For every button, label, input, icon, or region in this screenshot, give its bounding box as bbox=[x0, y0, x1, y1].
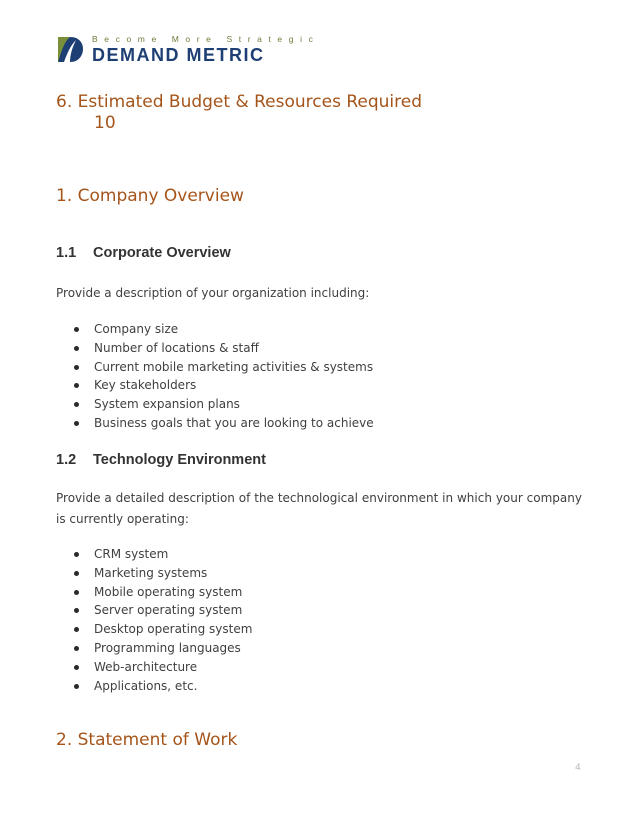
logo-brand-name: DEMAND METRIC bbox=[92, 45, 265, 65]
list-item: Server operating system bbox=[56, 601, 252, 620]
subheading-technology-environment bbox=[56, 452, 266, 468]
list-item: Desktop operating system bbox=[56, 620, 252, 639]
subheading-title: Technology Environment bbox=[93, 452, 266, 468]
list-item: Business goals that you are looking to achieve bbox=[56, 414, 374, 433]
toc-page-number: 10 bbox=[94, 113, 116, 133]
list-item: Company size bbox=[56, 320, 374, 339]
bullet-icon bbox=[74, 646, 79, 651]
list-item: Key stakeholders bbox=[56, 376, 374, 395]
page-number: 4 bbox=[575, 763, 581, 773]
list-item: System expansion plans bbox=[56, 395, 374, 414]
subheading-corporate-overview bbox=[56, 245, 231, 261]
bullet-icon bbox=[74, 571, 79, 576]
subheading-number: 1.2 bbox=[56, 452, 77, 468]
bullet-icon bbox=[74, 627, 79, 632]
list-item: Mobile operating system bbox=[56, 583, 252, 602]
technology-environment-list bbox=[56, 545, 252, 695]
bullet-icon bbox=[74, 684, 79, 689]
list-item: Programming languages bbox=[56, 639, 252, 658]
logo-tagline: Become More Strategic bbox=[92, 34, 320, 44]
bullet-icon bbox=[74, 552, 79, 557]
bullet-icon bbox=[74, 327, 79, 332]
subheading-title: Corporate Overview bbox=[93, 245, 231, 261]
bullet-icon bbox=[74, 665, 79, 670]
bullet-icon bbox=[74, 590, 79, 595]
list-item: Number of locations & staff bbox=[56, 339, 374, 358]
list-item: Web-architecture bbox=[56, 658, 252, 677]
bullet-icon bbox=[74, 402, 79, 407]
demand-metric-logo bbox=[56, 34, 320, 68]
bullet-icon bbox=[74, 608, 79, 613]
list-item: CRM system bbox=[56, 545, 252, 564]
list-item: Marketing systems bbox=[56, 564, 252, 583]
list-item: Current mobile marketing activities & systems bbox=[56, 358, 374, 377]
bullet-icon bbox=[74, 365, 79, 370]
bullet-icon bbox=[74, 421, 79, 426]
list-item: Applications, etc. bbox=[56, 677, 252, 696]
toc-entry[interactable]: 6. Estimated Budget & Resources Required bbox=[56, 92, 422, 112]
corporate-overview-list bbox=[56, 320, 374, 433]
subheading-number: 1.1 bbox=[56, 245, 77, 261]
corporate-overview-intro: Provide a description of your organization including: bbox=[56, 286, 370, 300]
bullet-icon bbox=[74, 346, 79, 351]
technology-environment-intro: Provide a detailed description of the technological environment in which your company is currently operating: bbox=[56, 491, 582, 526]
logo-mark-icon bbox=[56, 34, 84, 64]
bullet-icon bbox=[74, 383, 79, 388]
section-heading-company-overview: 1. Company Overview bbox=[56, 186, 244, 206]
section-heading-statement-of-work: 2. Statement of Work bbox=[56, 730, 238, 750]
